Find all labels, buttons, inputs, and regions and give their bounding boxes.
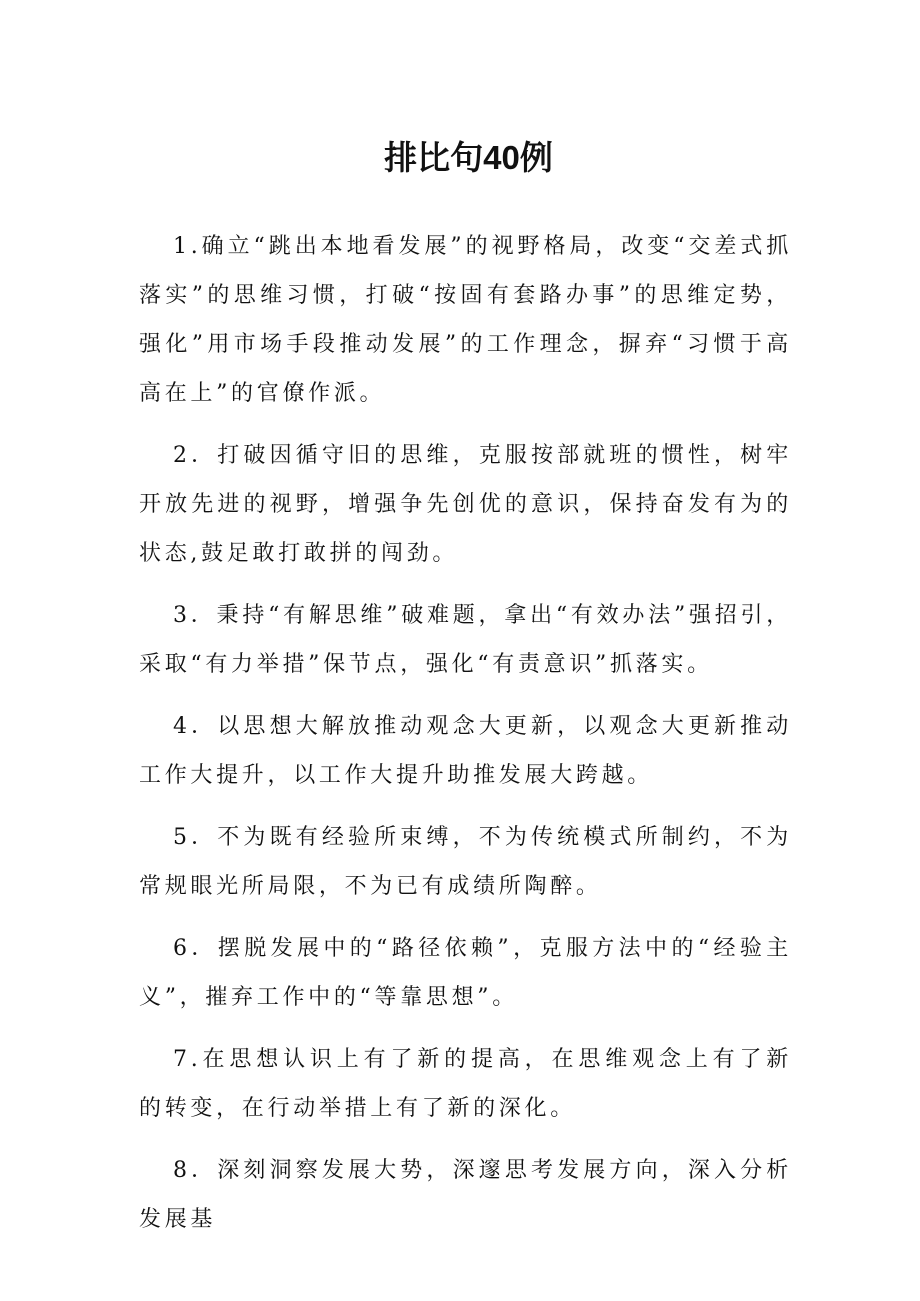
paragraph-8: 8．深刻洞察发展大势，深邃思考发展方向，深入分析发展基	[139, 1158, 792, 1232]
paragraph-4: 4．以思想大解放推动观念大更新，以观念大更新推动工作大提升，以工作大提升助推发展大跨越。	[139, 714, 792, 788]
paragraph-1: 1.确立“跳出本地看发展”的视野格局，改变“交差式抓落实”的思维习惯，打破“按固有套路办事”的思维定势，强化”用市场手段推动发展”的工作理念，摒弃“习惯于高高在上”的官僚作派。	[139, 234, 792, 406]
document-title: 排比句40例	[384, 139, 553, 176]
paragraph-5: 5．不为既有经验所束缚，不为传统模式所制约，不为常规眼光所局限，不为已有成绩所陶醉。	[139, 825, 792, 899]
paragraph-2: 2．打破因循守旧的思维，克服按部就班的惯性，树牢开放先进的视野，增强争先创优的意识，保持奋发有为的状态,鼓足敢打敢拼的闯劲。	[139, 443, 792, 566]
paragraph-7: 7.在思想认识上有了新的提高，在思维观念上有了新的转变，在行动举措上有了新的深化。	[139, 1047, 792, 1121]
paragraph-3: 3．秉持“有解思维”破难题，拿出“有效办法”强招引，采取“有力举措”保节点，强化“有责意识”抓落实。	[139, 603, 792, 677]
paragraph-6: 6．摆脱发展中的“路径依赖”，克服方法中的“经验主义”，摧弃工作中的“等靠思想”。	[139, 936, 792, 1010]
